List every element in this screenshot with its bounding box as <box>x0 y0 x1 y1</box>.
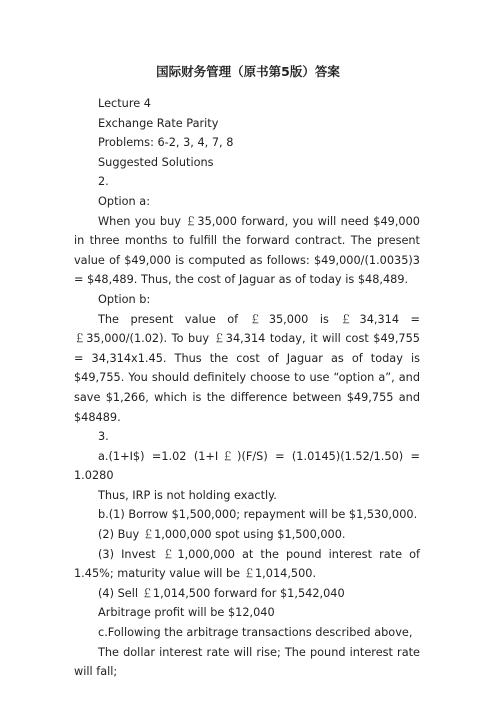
paragraph-3a: a.(1+I$) =1.02 (1+I￡)(F/S) = (1.0145)(1.52/1.50) = 1.0280 <box>74 449 420 483</box>
paragraph-problems: Problems: 6-2, 3, 4, 7, 8 <box>98 136 234 150</box>
paragraph-lecture: Lecture 4 <box>98 97 151 110</box>
paragraph-arbitrage-profit: Arbitrage profit will be $12,040 <box>98 606 275 620</box>
paragraph-option-a-body: When you buy ￡35,000 forward, you will need $49,000 in three months to fulfill the forward contract. The present value of $49,000 is computed as follows: $49,000/(1.0035)3 = $48,489. Thus, the cost of Jaguar as of today is $48,489. <box>74 214 420 287</box>
paragraph-irp-conclusion: Thus, IRP is not holding exactly. <box>98 488 277 502</box>
paragraph-3b-step-1: b.(1) Borrow $1,500,000; repayment will be $1,530,000. <box>98 508 418 522</box>
document-title: 国际财务管理（原书第5版）答案 <box>156 64 340 79</box>
paragraph-option-a-heading: Option a: <box>98 194 151 208</box>
paragraph-suggested-solutions: Suggested Solutions <box>98 155 214 169</box>
paragraph-option-b-body: The present value of ￡35,000 is ￡34,314 = ￡35,000/(1.02). To buy ￡34,314 today, it will cost $49,755 = 34,314x1.45. Thus the cost of Jaguar as of today is $49,755. You should definitely choose to use “option a”, and save $1,266, which is the difference between $49,755 and $48489. <box>74 312 420 424</box>
paragraph-problem-2-number: 2. <box>98 175 109 189</box>
paragraph-option-b-heading: Option b: <box>98 292 151 306</box>
paragraph-3c: c.Following the arbitrage transactions described above, <box>98 626 413 640</box>
document-body <box>74 94 420 682</box>
paragraph-3b-step-2: (2) Buy ￡1,000,000 spot using $1,500,000. <box>98 528 346 542</box>
paragraph-topic: Exchange Rate Parity <box>98 116 219 130</box>
paragraph-interest-rate-effects: The dollar interest rate will rise; The pound interest rate will fall; <box>74 645 420 679</box>
paragraph-3b-step-3: (3) Invest ￡1,000,000 at the pound interest rate of 1.45%; maturity value will be ￡1,014,500. <box>74 547 420 581</box>
paragraph-problem-3-number: 3. <box>98 430 109 444</box>
paragraph-3b-step-4: (4) Sell ￡1,014,500 forward for $1,542,040 <box>98 586 345 600</box>
